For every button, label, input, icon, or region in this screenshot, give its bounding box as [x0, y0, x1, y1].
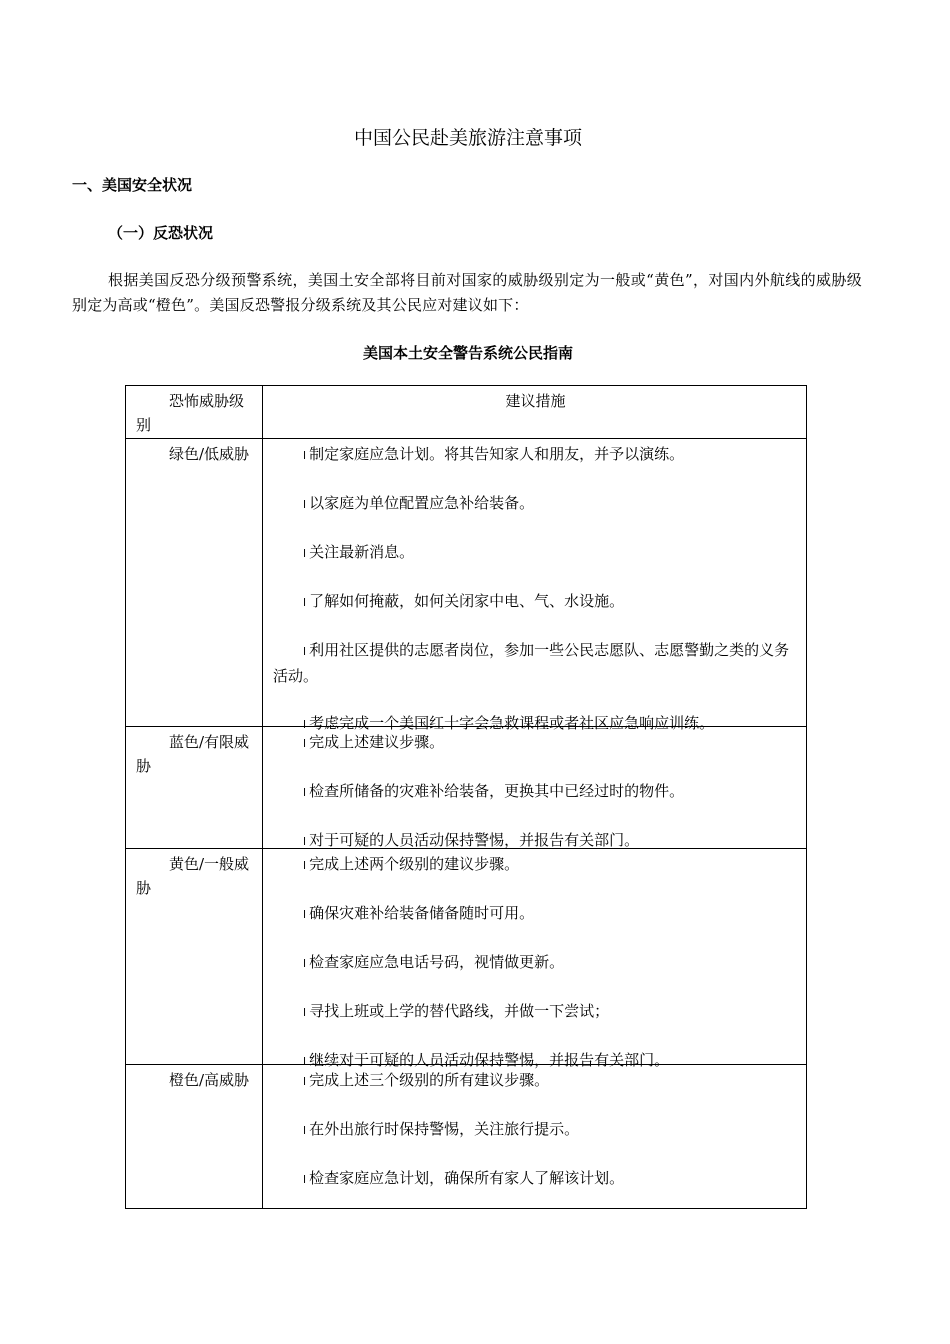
table-header-row — [126, 386, 806, 438]
measure-item — [273, 730, 798, 756]
measure-item — [273, 491, 798, 517]
document-title: 中国公民赴美旅游注意事项 — [353, 127, 582, 149]
measures-cell — [263, 727, 806, 848]
table-row — [126, 1064, 806, 1208]
measure-item — [273, 779, 798, 805]
bullet-icon: l — [303, 957, 307, 970]
bullet-icon: l — [303, 718, 307, 731]
measure-item — [273, 589, 798, 615]
bullet-icon: l — [303, 596, 307, 609]
bullet-icon: l — [303, 547, 307, 560]
bullet-icon: l — [303, 449, 307, 462]
measure-text: 对于可疑的人员活动保持警惕，并报告有关部门。 — [309, 831, 640, 849]
header-threat-level: 恐怖威胁级别 — [126, 386, 263, 438]
section-heading: 一、美国安全状况 — [72, 176, 193, 194]
bullet-icon: l — [303, 835, 307, 848]
bullet-icon: l — [303, 908, 307, 921]
measure-item — [273, 442, 798, 468]
measure-text: 利用社区提供的志愿者岗位，参加一些公民志愿队、志愿警勤之类的义务活动。 — [273, 641, 790, 685]
measure-text: 完成上述两个级别的建议步骤。 — [309, 855, 520, 873]
threat-level-orange: 橙色/高威胁 — [126, 1065, 263, 1208]
measure-text: 完成上述三个级别的所有建议步骤。 — [309, 1071, 550, 1089]
measure-text: 以家庭为单位配置应急补给装备。 — [309, 494, 535, 512]
measure-text: 了解如何掩蔽，如何关闭家中电、气、水设施。 — [309, 592, 625, 610]
bullet-icon: l — [303, 1055, 307, 1068]
measure-item — [273, 950, 798, 976]
bullet-icon: l — [303, 1075, 307, 1088]
threat-level-blue: 蓝色/有限威胁 — [126, 727, 263, 848]
measure-text: 制定家庭应急计划。将其告知家人和朋友，并予以演练。 — [309, 445, 685, 463]
measure-text: 在外出旅行时保持警惕，关注旅行提示。 — [309, 1120, 580, 1138]
measure-text: 完成上述建议步骤。 — [309, 733, 445, 751]
measure-text: 继续对于可疑的人员活动保持警惕，并报告有关部门。 — [309, 1051, 670, 1069]
bullet-icon: l — [303, 859, 307, 872]
measure-text: 寻找上班或上学的替代路线，并做一下尝试； — [309, 1002, 610, 1020]
measure-item — [273, 1117, 798, 1143]
table-row — [126, 726, 806, 848]
measure-item — [273, 638, 798, 688]
measure-item — [273, 999, 798, 1025]
header-measures: 建议措施 — [505, 392, 566, 410]
measure-text: 确保灾难补给装备储备随时可用。 — [309, 904, 535, 922]
bullet-icon: l — [303, 737, 307, 750]
table-caption: 美国本土安全警告系统公民指南 — [362, 344, 573, 362]
measures-cell — [263, 849, 806, 1069]
measure-item — [273, 540, 798, 566]
threat-level-green: 绿色/低威胁 — [126, 439, 263, 726]
measures-cell — [263, 1065, 806, 1208]
bullet-icon: l — [303, 645, 307, 658]
intro-paragraph: 根据美国反恐分级预警系统，美国土安全部将目前对国家的威胁级别定为一般或“黄色”，对国内外航线的威胁级别定为高或“橙色”。美国反恐警报分级系统及其公民应对建议如下： — [72, 271, 862, 314]
measure-item — [273, 1166, 798, 1192]
measure-item — [273, 1068, 798, 1094]
measure-text: 检查家庭应急电话号码，视情做更新。 — [309, 953, 565, 971]
measure-text: 考虑完成一个美国红十字会急救课程或者社区应急响应训练。 — [309, 714, 715, 732]
threat-level-table — [125, 385, 807, 1209]
measure-text: 关注最新消息。 — [309, 543, 415, 561]
bullet-icon: l — [303, 1006, 307, 1019]
bullet-icon: l — [303, 498, 307, 511]
bullet-icon: l — [303, 786, 307, 799]
measure-text: 检查所储备的灾难补给装备，更换其中已经过时的物件。 — [309, 782, 685, 800]
measures-cell — [263, 439, 806, 732]
subsection-heading: （一）反恐状况 — [108, 224, 214, 242]
table-row — [126, 848, 806, 1069]
measure-item — [273, 852, 798, 878]
measure-item — [273, 901, 798, 927]
threat-level-yellow: 黄色/一般威胁 — [126, 849, 263, 1064]
table-row — [126, 438, 806, 732]
measure-text: 检查家庭应急计划，确保所有家人了解该计划。 — [309, 1169, 625, 1187]
bullet-icon: l — [303, 1124, 307, 1137]
bullet-icon: l — [303, 1173, 307, 1186]
